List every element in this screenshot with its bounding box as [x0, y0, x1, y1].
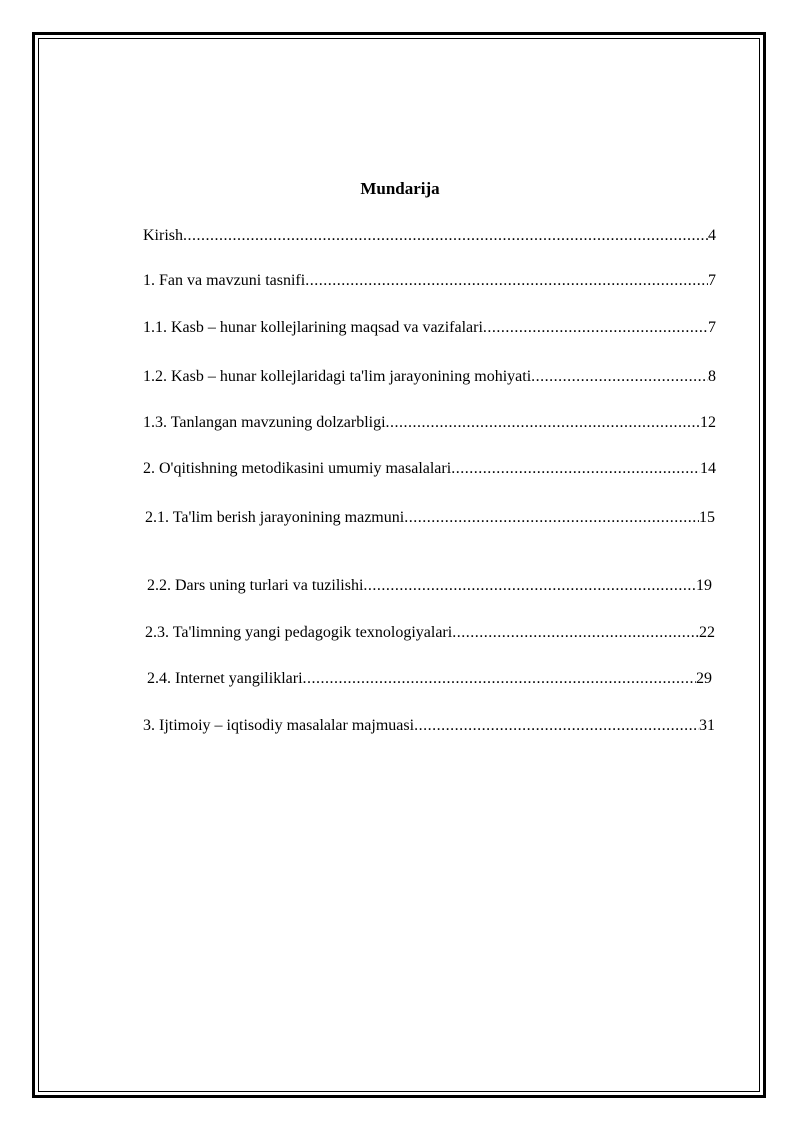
toc-entry-1-2 — [143, 366, 716, 388]
toc-entry-1 — [143, 270, 716, 292]
toc-page-number: 31 — [699, 717, 715, 734]
toc-dot-leader — [305, 270, 708, 292]
toc-page-number: 12 — [700, 414, 716, 431]
toc-dot-leader — [303, 668, 696, 690]
toc-entry-2 — [143, 458, 716, 480]
toc-dot-leader — [183, 225, 708, 247]
toc-dot-leader — [404, 507, 699, 529]
toc-page-number: 14 — [700, 460, 716, 477]
toc-page-number: 7 — [708, 272, 716, 289]
toc-entry-text: 2.2. Dars uning turlari va tuzilishi — [147, 577, 364, 594]
toc-dot-leader — [483, 317, 708, 339]
toc-entry-text: 2. O'qitishning metodikasini umumiy masalalari — [143, 460, 452, 477]
toc-dot-leader — [452, 622, 699, 644]
toc-page-number: 22 — [699, 624, 715, 641]
toc-entry-kirish — [143, 225, 716, 247]
toc-entry-text: Kirish — [143, 227, 183, 244]
toc-entry-text: 3. Ijtimoiy – iqtisodiy masalalar majmuasi — [143, 717, 415, 734]
toc-page-number: 7 — [708, 319, 716, 336]
toc-entry-2-2 — [147, 575, 712, 597]
toc-entry-2-3 — [145, 622, 715, 644]
toc-entry-text: 1. Fan va mavzuni tasnifi — [143, 272, 306, 289]
toc-dot-leader — [386, 412, 700, 434]
toc-dot-leader — [363, 575, 696, 597]
toc-entry-1-3 — [143, 412, 716, 434]
toc-entry-text: 2.3. Ta'limning yangi pedagogik texnologiyalari — [145, 624, 453, 641]
toc-page-number: 29 — [696, 670, 712, 687]
toc-entry-text: 1.1. Kasb – hunar kollejlarining maqsad va vazifalari — [143, 319, 483, 336]
toc-title: Mundarija — [360, 179, 440, 198]
toc-entry-text: 2.4. Internet yangiliklari — [147, 670, 303, 687]
toc-page-number: 15 — [699, 509, 715, 526]
toc-entry-text: 1.2. Kasb – hunar kollejlaridagi ta'lim jarayonining mohiyati — [143, 368, 532, 385]
toc-entry-2-4 — [147, 668, 712, 690]
toc-entry-text: 2.1. Ta'lim berish jarayonining mazmuni — [145, 509, 405, 526]
toc-entry-2-1 — [145, 507, 715, 529]
toc-page-number: 4 — [708, 227, 716, 244]
toc-entry-1-1 — [143, 317, 716, 339]
toc-dot-leader — [414, 715, 699, 737]
toc-page-number: 8 — [708, 368, 716, 385]
toc-page-number: 19 — [696, 577, 712, 594]
toc-entry-3 — [143, 715, 715, 737]
toc-dot-leader — [451, 458, 700, 480]
toc-entry-text: 1.3. Tanlangan mavzuning dolzarbligi — [143, 414, 386, 431]
toc-dot-leader — [531, 366, 708, 388]
